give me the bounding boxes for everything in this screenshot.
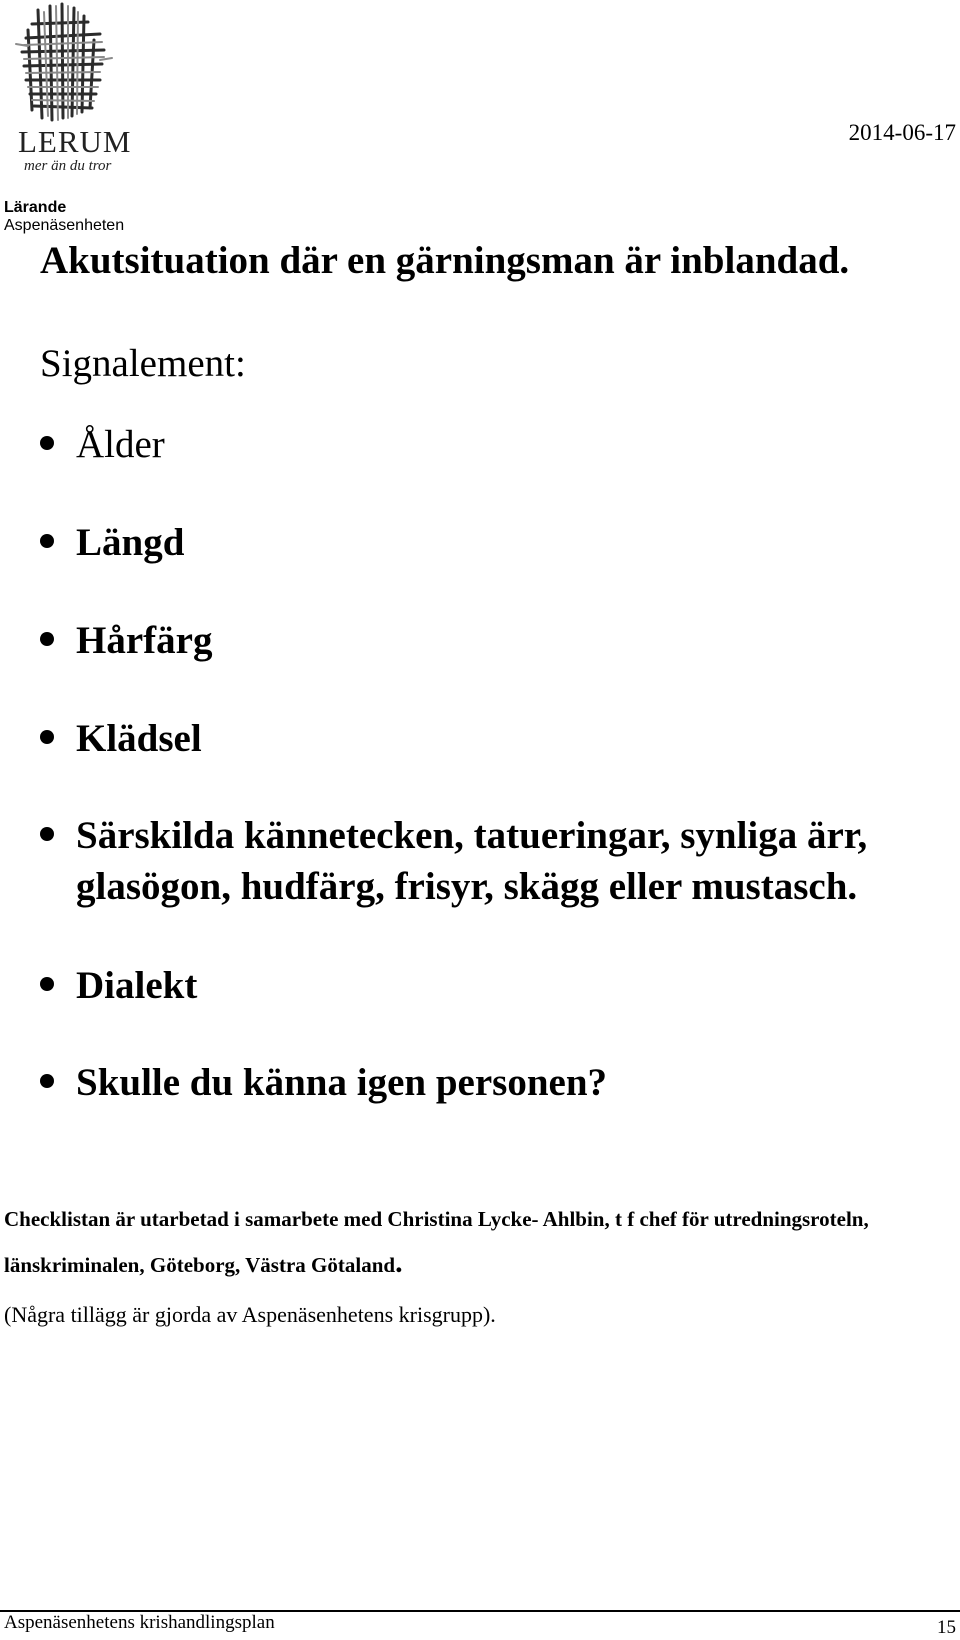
org-unit: Aspenäsenheten: [4, 217, 125, 234]
credit-text: Checklistan är utarbetad i samarbete med Christina Lycke- Ahlbin, t f chef för utredningsroteln, länskriminalen, Göteborg, Västra Götaland: [4, 1207, 869, 1277]
list-item-text: Särskilda kännetecken, tatueringar, synliga ärr, glasögon, hudfärg, frisyr, skägg eller mustasch.: [76, 814, 868, 908]
lerum-woven-grid-icon: [8, 0, 118, 125]
bullet-icon: [40, 730, 54, 744]
bullet-icon: [40, 534, 54, 548]
footer-title: Aspenäsenhetens krishandlingsplan: [4, 1612, 275, 1633]
page-title: Akutsituation där en gärningsman är inblandad.: [40, 239, 850, 282]
bullet-icon: [40, 1074, 54, 1088]
credit-paragraph: [4, 1198, 944, 1287]
org-department: Lärande: [4, 199, 67, 216]
list-item-text: Klädsel: [76, 717, 202, 760]
logo-tagline: mer än du tror: [24, 158, 112, 174]
credit-end-mark: .: [395, 1246, 403, 1279]
logo-wordmark: LERUM: [18, 124, 132, 159]
list-item-text: Skulle du känna igen personen?: [76, 1061, 608, 1104]
list-item-text: Dialekt: [76, 964, 198, 1007]
list-item-text: Ålder: [76, 423, 165, 466]
list-item-text: Hårfärg: [76, 619, 213, 662]
bullet-icon: [40, 827, 54, 841]
bullet-icon: [40, 977, 54, 991]
lerum-logo: [8, 0, 138, 180]
document-date: 2014-06-17: [848, 120, 956, 145]
bullet-icon: [40, 632, 54, 646]
note-paragraph: (Några tillägg är gjorda av Aspenäsenhetens krisgrupp).: [4, 1302, 496, 1327]
bullet-icon: [40, 436, 54, 450]
list-item-text: Längd: [76, 521, 185, 564]
section-subheading: Signalement:: [40, 342, 246, 385]
page-number: 15: [937, 1617, 956, 1638]
